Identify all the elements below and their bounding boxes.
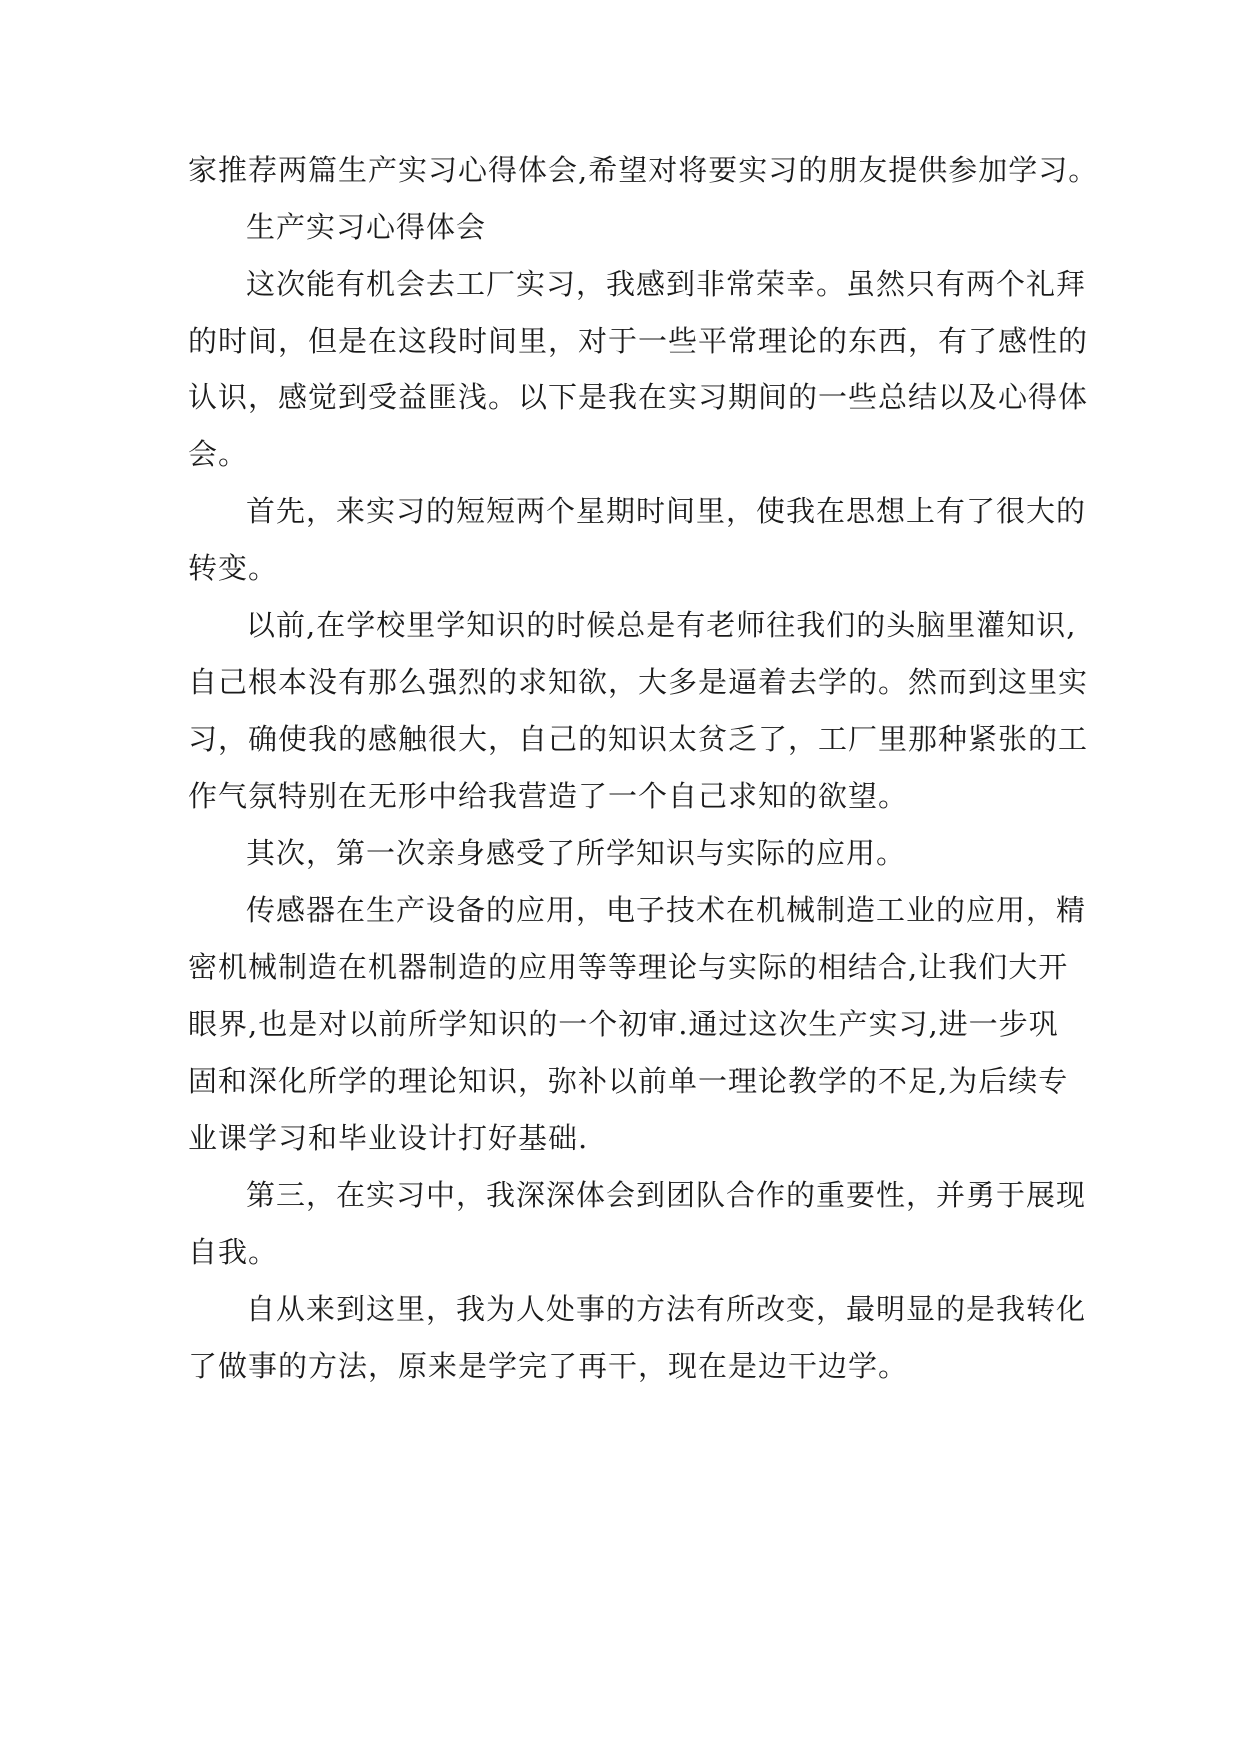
text-line: 会。: [188, 437, 249, 471]
text-line: 这次能有机会去工厂实习，我感到非常荣幸。虽然只有两个礼拜: [246, 267, 1087, 301]
text-line: 家推荐两篇生产实习心得体会,希望对将要实习的朋友提供参加学习。: [188, 153, 1099, 187]
text-line: 习，确使我的感触很大，自己的知识太贫乏了，工厂里那种紧张的工: [188, 722, 1089, 756]
text-line: 密机械制造在机器制造的应用等等理论与实际的相结合,让我们大开: [188, 950, 1069, 984]
text-line: 业课学习和毕业设计打好基础.: [188, 1121, 589, 1155]
text-line: 作气氛特别在无形中给我营造了一个自己求知的欲望。: [188, 779, 909, 813]
text-line: 其次，第一次亲身感受了所学知识与实际的应用。: [246, 836, 907, 870]
text-line: 转变。: [188, 551, 279, 585]
text-line: 第三，在实习中，我深深体会到团队合作的重要性，并勇于展现: [246, 1178, 1087, 1212]
text-line: 的时间，但是在这段时间里，对于一些平常理论的东西，有了感性的: [188, 324, 1089, 358]
text-line: 了做事的方法，原来是学完了再干，现在是边干边学。: [188, 1349, 909, 1383]
text-line: 以前,在学校里学知识的时候总是有老师往我们的头脑里灌知识,: [246, 608, 1077, 642]
text-line: 固和深化所学的理论知识，弥补以前单一理论教学的不足,为后续专: [188, 1064, 1069, 1098]
text-line: 首先，来实习的短短两个星期时间里，使我在思想上有了很大的: [246, 494, 1087, 528]
text-line: 眼界,也是对以前所学知识的一个初审.通过这次生产实习,进一步巩: [188, 1007, 1059, 1041]
text-line: 传感器在生产设备的应用，电子技术在机械制造工业的应用，精: [246, 893, 1087, 927]
text-line: 认识，感觉到受益匪浅。以下是我在实习期间的一些总结以及心得体: [188, 380, 1089, 414]
text-line: 自我。: [188, 1235, 279, 1269]
text-line: 自己根本没有那么强烈的求知欲，大多是逼着去学的。然而到这里实: [188, 665, 1089, 699]
section-heading: 生产实习心得体会: [246, 210, 487, 244]
text-line: 自从来到这里，我为人处事的方法有所改变，最明显的是我转化: [246, 1292, 1087, 1326]
